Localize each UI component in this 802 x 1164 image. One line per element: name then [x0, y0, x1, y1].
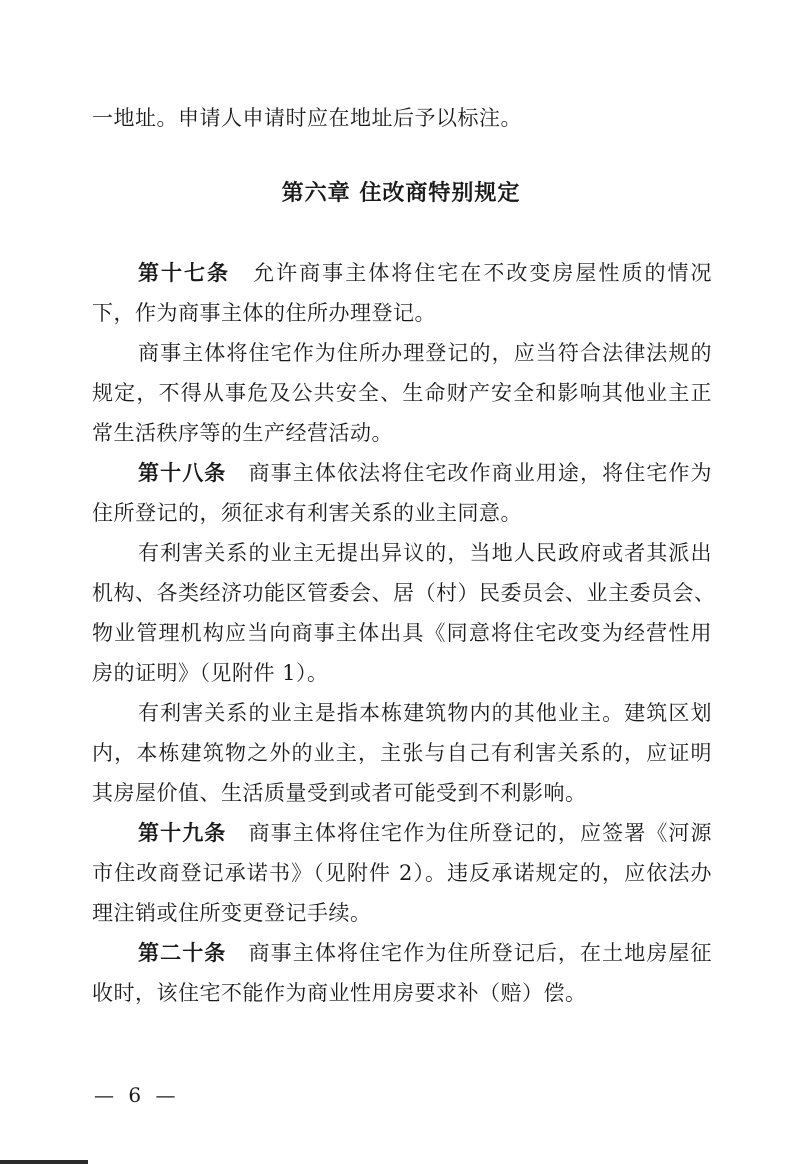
article-19-label: 第十九条: [138, 821, 227, 845]
article-18-para3-line-1: 有利害关系的业主是指本栋建筑物内的其他业主。建筑区划: [138, 701, 712, 725]
article-19-line-1: [138, 818, 712, 848]
article-20-line-2: 收时，该住宅不能作为商业性用房要求补（赔）偿。: [92, 981, 587, 1005]
article-20-text: 商事主体将住宅作为住所登记后，在土地房屋征: [248, 941, 713, 965]
article-20-label: 第二十条: [138, 941, 227, 965]
article-19-line-3: 理注销或住所变更登记手续。: [92, 901, 372, 925]
article-18-para2-line-1: 有利害关系的业主无提出异议的，当地人民政府或者其派出: [138, 541, 712, 565]
article-18-line-1: [138, 458, 712, 488]
article-19-text: 商事主体将住宅作为住所登记的，应签署《河源: [248, 821, 713, 845]
article-17-para2-line-3: 常生活秩序等的生产经营活动。: [92, 421, 393, 445]
article-17-para2-line-2: 规定，不得从事危及公共安全、生命财产安全和影响其他业主正: [92, 381, 712, 405]
scan-edge-mark: [0, 1160, 88, 1164]
article-18-para2-line-4: 房的证明》（见附件 1）。: [92, 661, 329, 685]
article-19-line-2: 市住改商登记承诺书》（见附件 2）。违反承诺规定的，应依法办: [92, 861, 712, 885]
page-number: — 6 —: [94, 1083, 180, 1107]
article-17-line-2: 下，作为商事主体的住所办理登记。: [92, 301, 436, 325]
article-18-line-2: 住所登记的，须征求有利害关系的业主同意。: [92, 501, 522, 525]
article-18-para2-line-3: 物业管理机构应当向商事主体出具《同意将住宅改变为经营性用: [92, 621, 712, 645]
article-18-label: 第十八条: [138, 461, 227, 485]
continuation-line: 一地址。申请人申请时应在地址后予以标注。: [92, 106, 522, 130]
article-18-para3-line-3: 其房屋价值、生活质量受到或者可能受到不利影响。: [92, 781, 587, 805]
article-17-label: 第十七条: [138, 261, 231, 285]
article-18-text: 商事主体依法将住宅改作商业用途，将住宅作为: [248, 461, 713, 485]
article-18-para2-line-2: 机构、各类经济功能区管委会、居（村）民委员会、业主委员会、: [92, 581, 716, 605]
article-18-para3-line-2: 内，本栋建筑物之外的业主，主张与自己有利害关系的，应证明: [92, 741, 712, 765]
article-17-para2-line-1: 商事主体将住宅作为住所办理登记的，应当符合法律法规的: [138, 341, 712, 365]
article-17-text: 允许商事主体将住宅在不改变房屋性质的情况: [253, 261, 713, 285]
article-20-line-1: [138, 938, 712, 968]
chapter-title: 第六章 住改商特别规定: [281, 181, 521, 206]
article-17-line-1: [138, 258, 712, 288]
